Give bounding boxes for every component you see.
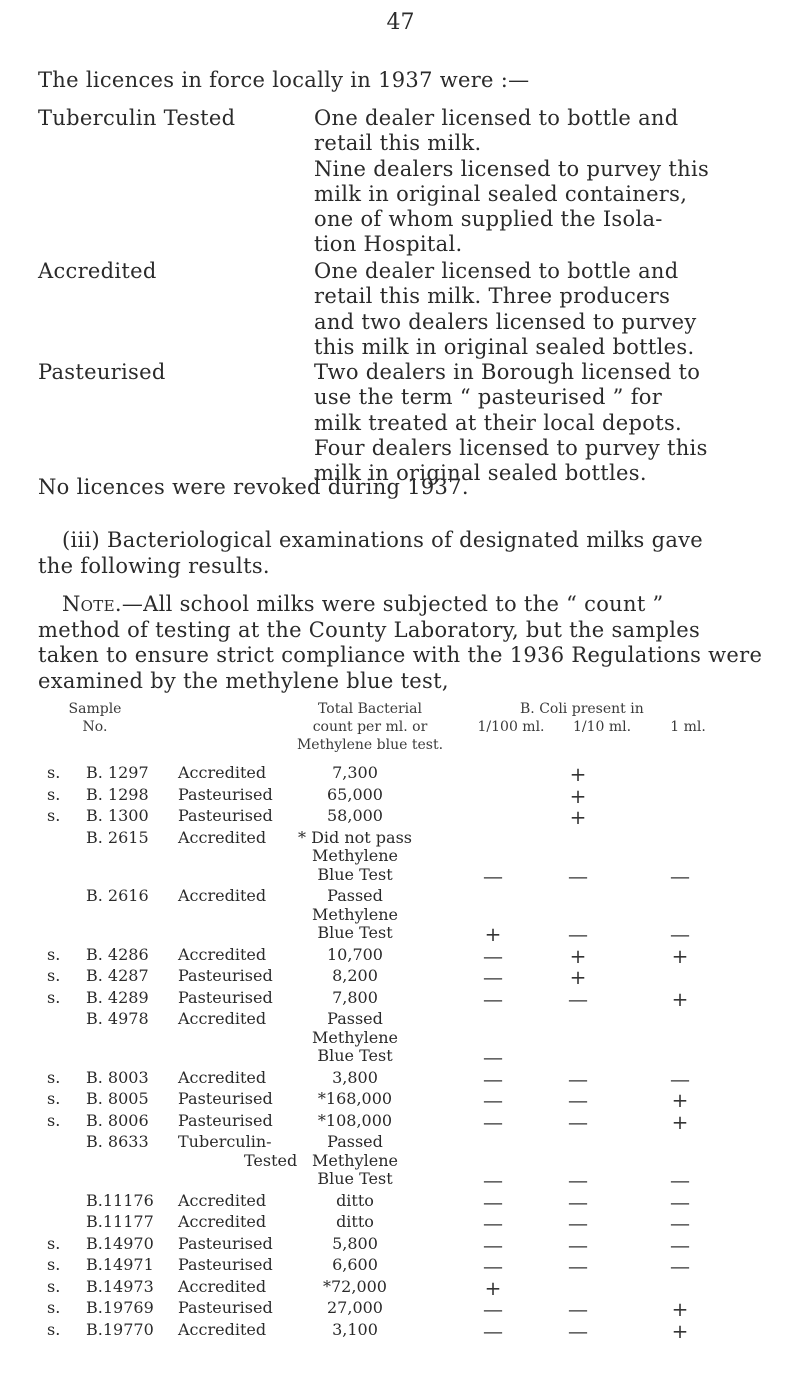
milk-grade: Pasteurised [178,1089,273,1108]
milk-grade: Accredited [178,944,267,964]
bacterial-count: Methylene [312,1150,398,1170]
coli-100-mark: — [483,1045,503,1069]
coli-1-mark: + [671,1088,689,1112]
coli-10-mark: + [569,805,587,829]
milk-grade: Accredited [178,827,267,847]
bacterial-count: 10,700 [327,944,383,964]
coli-1-mark: — [670,1211,690,1235]
coli-10-mark: — [568,1297,588,1321]
bacterial-count: 58,000 [327,806,383,825]
coli-10-mark: — [568,1318,588,1343]
licence-description-line: tion Hospital. [314,232,463,257]
sample-number: B. 4286 [86,944,149,964]
milk-grade: Accredited [178,763,267,782]
coli-100-mark: — [483,1189,503,1214]
bacterial-count: Passed [327,1009,383,1028]
bacterial-count: Passed [327,886,383,905]
sample-number: B. 8003 [86,1067,149,1087]
sample-prefix: s. [47,1255,61,1274]
milk-grade: Accredited [178,1067,267,1087]
bacterial-count: 5,800 [332,1233,378,1253]
sample-prefix: s. [47,1089,61,1108]
coli-100-mark: — [483,1318,503,1343]
sample-prefix: s. [47,1276,61,1296]
sample-number: B. 2615 [86,827,149,847]
sample-number: B.14973 [86,1276,154,1296]
sample-number: B.19769 [86,1298,154,1317]
coli-100-mark: — [483,1088,503,1112]
milk-grade: Accredited [178,1276,267,1296]
milk-grade: Pasteurised [178,1110,273,1130]
bacterial-count: Methylene [312,1027,398,1047]
page-number: 47 [386,10,415,35]
milk-grade: Accredited [178,1212,267,1231]
coli-100-mark: — [483,863,503,888]
coli-100-mark: — [483,1297,503,1321]
paragraph-line: the following results. [38,553,270,578]
coli-10-mark: + [569,762,587,786]
bacterial-count: ditto [336,1212,374,1231]
milk-grade: Pasteurised [178,987,273,1007]
coli-10-mark: — [568,1189,588,1214]
coli-10-mark: — [568,1066,588,1091]
sample-prefix: s. [47,966,61,985]
intro-line: The licences in force locally in 1937 were :— [38,68,530,92]
note-paragraph [38,592,768,694]
licence-description [314,360,764,486]
header-coli: B. Coli present in [520,701,644,717]
note-line: Note.—All school milks were subjected to the “ count ” [62,592,664,616]
coli-1-mark: — [670,1066,690,1091]
licence-description [314,259,764,360]
paragraph-iii [38,528,768,579]
sample-number: B. 1297 [86,763,149,782]
sample-number: B. 2616 [86,886,149,905]
licence-description-line: this milk in original sealed bottles. [314,334,695,359]
licence-description-line: Nine dealers licensed to purvey this [314,156,710,181]
note-line: method of testing at the County Laboratory, but the samples [38,617,701,642]
licence-description [314,106,764,258]
licence-description-line: milk in original sealed bottles. [314,461,647,486]
coli-1-mark: + [671,1109,689,1134]
coli-1-mark: — [670,1168,690,1192]
coli-100-mark: — [483,1211,503,1235]
sample-prefix: s. [47,1319,61,1339]
header-count: Total Bacterial count per ml. or Methylene blue test. [296,701,444,753]
licence-grade-label: Accredited [38,259,157,283]
bacterial-count: *108,000 [317,1110,393,1130]
note-label: Note. [62,592,122,616]
sample-prefix: s. [47,1110,61,1130]
coli-1-mark: — [670,1189,690,1214]
licence-description-line: milk treated at their local depots. [314,410,682,435]
bacterial-count: 7,800 [332,987,378,1007]
milk-grade: Pasteurised [178,966,273,985]
sample-prefix: s. [47,987,61,1007]
coli-100-mark: — [483,1168,503,1192]
licence-description-line: Two dealers in Borough licensed to [314,360,701,384]
coli-100-mark: — [483,965,503,989]
licence-grade-label: Tuberculin Tested [38,106,236,130]
licence-description-line: one of whom supplied the Isola- [314,207,663,232]
sample-number: B.19770 [86,1319,154,1339]
coli-100-mark: — [483,1254,503,1278]
licence-description-line: retail this milk. Three producers [314,284,671,309]
milk-grade: Accredited [178,886,267,905]
licence-grade-label: Pasteurised [38,360,166,384]
licence-description-line: One dealer licensed to bottle and [314,259,679,283]
licence-description-line: use the term “ pasteurised ” for [314,385,663,410]
coli-10-mark: + [569,943,587,968]
bacterial-count: *168,000 [317,1089,393,1108]
bacterial-count: 6,600 [332,1255,378,1274]
licence-description-line: One dealer licensed to bottle and [314,106,679,130]
coli-10-mark: — [568,863,588,888]
coli-10-mark: + [569,783,587,808]
milk-grade: Pasteurised [178,784,273,804]
header-coli-10: 1/10 ml. [572,719,632,735]
bacterial-count: ditto [336,1190,374,1210]
coli-10-mark: — [568,1109,588,1134]
licence-description-line: retail this milk. [314,131,482,156]
bacterial-count: Blue Test [317,1169,393,1188]
bacterial-count: * Did not pass [297,827,412,847]
coli-10-mark: — [568,1088,588,1112]
coli-1-mark: + [671,986,689,1011]
sample-prefix: s. [47,1067,61,1087]
sample-prefix: s. [47,784,61,804]
milk-grade: Pasteurised [178,1298,273,1317]
coli-10-mark: — [568,986,588,1011]
bacterial-count: 8,200 [332,966,378,985]
milk-grade: Accredited [178,1190,267,1210]
sample-number: B. 8005 [86,1089,149,1108]
sample-prefix: s. [47,1233,61,1253]
header-coli-1: 1 ml. [670,719,706,735]
paragraph-line: (iii) Bacteriological examinations of designated milks gave [62,528,704,552]
bacterial-count: 7,300 [332,763,378,782]
sample-number: B. 1298 [86,784,149,804]
sample-number: B. 1300 [86,806,149,825]
coli-1-mark: + [671,1297,689,1321]
bacterial-count: Methylene [312,904,398,924]
milk-grade: Pasteurised [178,1255,273,1274]
milk-grade: Pasteurised [178,806,273,825]
milk-grade: Accredited [178,1009,267,1028]
licence-description-line: and two dealers licensed to purvey [314,309,697,334]
milk-grade: Accredited [178,1319,267,1339]
coli-10-mark: — [568,1211,588,1235]
note-line: taken to ensure strict compliance with the 1936 Regulations were [38,643,763,667]
bacterial-count: Blue Test [317,864,393,884]
sample-number: B. 4289 [86,987,149,1007]
coli-10-mark: + [569,965,587,989]
coli-1-mark: — [670,1254,690,1278]
coli-100-mark: — [483,1232,503,1257]
bacterial-count: Blue Test [317,923,393,942]
coli-1-mark: + [671,943,689,968]
revoked-note: No licences were revoked during 1937. [38,475,469,499]
bacterial-count: 27,000 [327,1298,383,1317]
coli-1-mark: — [670,922,690,946]
bacterial-count: Methylene [312,846,398,865]
bacterial-count: 3,100 [332,1319,378,1339]
header-sample: Sample No. [68,701,122,735]
coli-100-mark: — [483,986,503,1011]
bacterial-count: *72,000 [323,1276,387,1296]
coli-1-mark: + [671,1318,689,1343]
note-line: examined by the methylene blue test, [38,668,449,693]
coli-10-mark: — [568,1168,588,1192]
sample-number: B.14970 [86,1233,154,1253]
sample-prefix: s. [47,763,61,782]
coli-100-mark: + [484,922,502,946]
milk-grade: Pasteurised [178,1233,273,1253]
sample-number: B.11176 [86,1190,154,1210]
sample-prefix: s. [47,1298,61,1317]
licence-description-line: Four dealers licensed to purvey this [314,435,708,460]
coli-100-mark: — [483,943,503,968]
coli-100-mark: + [484,1275,502,1300]
sample-number: B. 8633 [86,1132,149,1151]
bacterial-count: Blue Test [317,1046,393,1065]
sample-prefix: s. [47,806,61,825]
coli-100-mark: — [483,1066,503,1091]
milk-grade: Tested [244,1150,298,1170]
coli-10-mark: — [568,1232,588,1257]
licence-description-line: milk in original sealed containers, [314,181,688,206]
coli-100-mark: — [483,1109,503,1134]
coli-10-mark: — [568,922,588,946]
sample-number: B. 8006 [86,1110,149,1130]
milk-grade: Tuberculin- [178,1132,272,1151]
bacterial-count: 3,800 [332,1067,378,1087]
coli-1-mark: — [670,863,690,888]
sample-number: B. 4978 [86,1009,149,1028]
sample-number: B.11177 [86,1212,154,1231]
sample-number: B. 4287 [86,966,149,985]
header-coli-100: 1/100 ml. [477,719,545,735]
coli-10-mark: — [568,1254,588,1278]
sample-prefix: s. [47,944,61,964]
coli-1-mark: — [670,1232,690,1257]
bacterial-count: Passed [327,1132,383,1151]
sample-number: B.14971 [86,1255,154,1274]
bacterial-count: 65,000 [327,784,383,804]
